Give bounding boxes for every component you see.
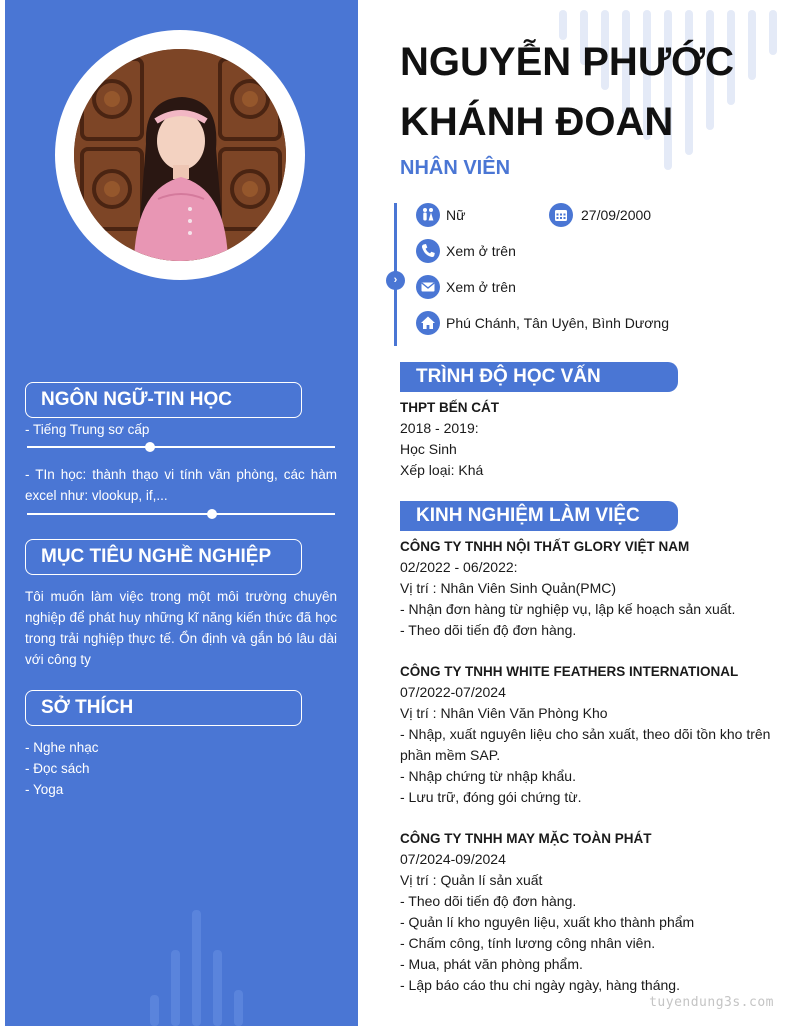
- avatar-frame: [55, 30, 305, 280]
- language-item-chinese: - Tiếng Trung sơ cấp: [25, 422, 150, 437]
- job-period: 07/2022-07/2024: [400, 684, 506, 700]
- job-entry: [400, 828, 780, 996]
- hobbies-heading: SỞ THÍCH: [25, 690, 302, 726]
- job-position: NHÂN VIÊN: [400, 157, 511, 179]
- sidebar: [5, 0, 358, 1026]
- job-duty: - Theo dõi tiến độ đơn hàng.: [400, 622, 577, 638]
- email-icon: [416, 275, 440, 299]
- school-name: THPT BẾN CÁT: [400, 400, 499, 415]
- address-value: Phú Chánh, Tân Uyên, Bình Dương: [446, 315, 669, 331]
- education-major: Học Sinh: [400, 441, 457, 457]
- job-duty: - Nhận đơn hàng từ nghiệp vụ, lập kế hoạch sản xuất.: [400, 601, 736, 617]
- it-level-slider: [27, 509, 335, 519]
- email-value: Xem ở trên: [446, 279, 516, 295]
- candidate-name: [400, 32, 760, 152]
- hobby-item: - Nghe nhạc: [25, 740, 99, 755]
- avatar: [74, 49, 286, 261]
- education-grade: Xếp loại: Khá: [400, 462, 484, 478]
- calendar-icon: [549, 203, 573, 227]
- job-duty: - Quản lí kho nguyên liệu, xuất kho thành phẩm: [400, 914, 695, 930]
- education-section: [400, 397, 780, 481]
- job-period: 07/2024-09/2024: [400, 851, 506, 867]
- job-duty: - Chấm công, tính lương công nhân viên.: [400, 935, 656, 951]
- watermark: tuyendung3s.com: [649, 995, 774, 1010]
- hobby-item: - Đọc sách: [25, 761, 90, 776]
- home-icon: [416, 311, 440, 335]
- chevron-right-icon: ›: [386, 271, 405, 290]
- experience-heading: KINH NGHIỆM LÀM VIỆC: [400, 501, 678, 531]
- main-content: [358, 0, 800, 1026]
- name-line-2: KHÁNH ĐOAN: [400, 100, 674, 144]
- objective-text: Tôi muốn làm việc trong một môi trường chuyên nghiệp để phát huy những kĩ năng kiến thức đã học trong trải nghiệp thực tế. Ổn định và gắn bó lâu dài với công ty: [25, 589, 337, 667]
- job-duty: - Mua, phát văn phòng phẩm.: [400, 956, 583, 972]
- birthdate-value: 27/09/2000: [581, 207, 652, 223]
- job-role: Vị trí : Nhân Viên Văn Phòng Kho: [400, 705, 608, 721]
- gender-value: Nữ: [446, 207, 466, 223]
- job-duty: - Lưu trữ, đóng gói chứng từ.: [400, 789, 582, 805]
- hobby-item: - Yoga: [25, 782, 64, 797]
- job-duty: - Nhập chứng từ nhập khẩu.: [400, 768, 576, 784]
- job-entry: [400, 661, 780, 808]
- chinese-level-slider: [27, 442, 335, 452]
- job-duty: - Lập báo cáo thu chi ngày ngày, hàng tháng.: [400, 977, 680, 993]
- it-level-knob: [207, 509, 217, 519]
- job-entry: [400, 536, 780, 641]
- languages-heading: NGÔN NGỮ-TIN HỌC: [25, 382, 302, 418]
- job-duty: - Theo dõi tiến độ đơn hàng.: [400, 893, 577, 909]
- job-period: 02/2022 - 06/2022:: [400, 559, 518, 575]
- name-line-1: NGUYỄN PHƯỚC: [400, 40, 735, 84]
- objective-heading: MỤC TIÊU NGHỀ NGHIỆP: [25, 539, 302, 575]
- education-period: 2018 - 2019:: [400, 420, 479, 436]
- company-name: CÔNG TY TNHH NỘI THẤT GLORY VIỆT NAM: [400, 539, 690, 554]
- gender-icon: [416, 203, 440, 227]
- phone-icon: [416, 239, 440, 263]
- chinese-level-knob: [145, 442, 155, 452]
- language-item-it: - TIn học: thành thạo vi tính văn phòng, các hàm excel như: vlookup, if,...: [25, 467, 337, 503]
- job-duty: - Nhập, xuất nguyên liệu cho sản xuất, theo dõi tồn kho trên phần mềm SAP.: [400, 726, 771, 763]
- company-name: CÔNG TY TNHH MAY MẶC TOÀN PHÁT: [400, 831, 652, 846]
- job-role: Vị trí : Quản lí sản xuất: [400, 872, 543, 888]
- job-role: Vị trí : Nhân Viên Sinh Quản(PMC): [400, 580, 617, 596]
- phone-value: Xem ở trên: [446, 243, 516, 259]
- education-heading: TRÌNH ĐỘ HỌC VẤN: [400, 362, 678, 392]
- company-name: CÔNG TY TNHH WHITE FEATHERS INTERNATIONAL: [400, 664, 739, 679]
